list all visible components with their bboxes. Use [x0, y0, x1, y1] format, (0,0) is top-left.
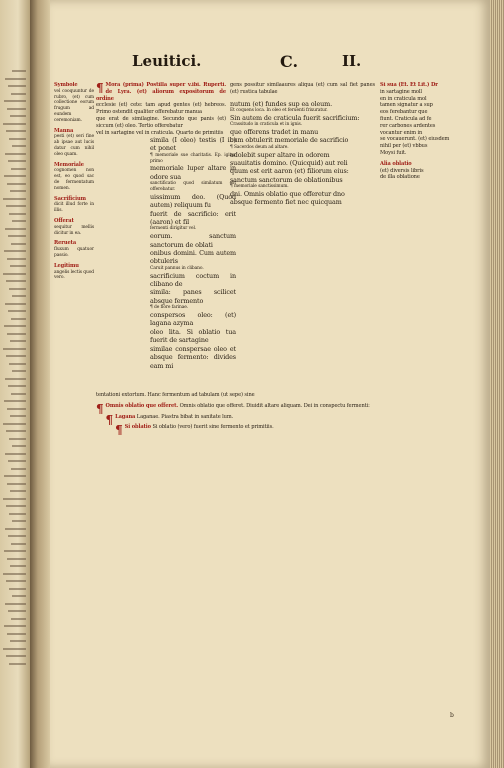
biblical-text-column-right: gens possitur similaaures aliqua (et) cum sal fiet panes (et) rustica tabulae nutum (et) fundes sup ea oleum. Et coquens loca. In oleo et feruenti frixuratur. Sin autem de craticula fuerit sacrificium: Crassitudo in craticula et in ignis. que offerens tradet in manu cum obtulerit memoriale de sacrificio ¶ Sacerdos deum ad altare. adolebit super altare in odorem suauitatis domino. (Quicquid) aut reli quum est erit aaron (et) filiorum eius: sanctum sanctorum de oblationibus ¶ memoriale sanctissimum. dni. Omnis oblatio que offeretur dno absque fermento fiet nec quicquam [230, 82, 375, 207]
previous-page-text-line [12, 220, 26, 222]
gloss-entry: Offerat [54, 217, 74, 224]
previous-page-text-line [9, 363, 26, 365]
previous-page-text-line [6, 580, 26, 582]
commentary-line: en in craticula mol [380, 95, 427, 102]
previous-page-text-line [3, 123, 26, 125]
manuscript-page [50, 0, 490, 768]
previous-page-text-line [12, 595, 26, 597]
previous-page-text-line [5, 378, 26, 380]
previous-page-text-line [7, 108, 26, 110]
previous-page-text-line [7, 408, 26, 410]
previous-page-text-line [10, 565, 26, 567]
previous-page-text-line [4, 250, 26, 252]
commentary-line: rer carbones ardentes [380, 122, 436, 129]
previous-page-text-line [7, 183, 26, 185]
gloss-entry: Memoriale [54, 161, 84, 168]
scripture-line: simila (I oleo) testis (I ib) et ponet [150, 136, 236, 153]
previous-page-text-line [6, 655, 26, 657]
commentary-line: Moysi fuit. [380, 149, 407, 156]
commentary-line: gens possitur similaaures aliqua (et) cum sal fiet panes (et) rustica tabulae [230, 82, 375, 95]
previous-page-text-line [10, 490, 26, 492]
commentary-line: tentationi extortum. Hanc fermentum ad tabulam (ut sepe) sine [96, 392, 255, 398]
previous-page-text-line [11, 93, 26, 95]
scripture-line: nutum (et) fundes sup ea oleum. [230, 99, 333, 108]
scripture-line: conspersos oleo: (et) lagana azyma [150, 311, 236, 328]
commentary-line: (et) diversis libris [380, 167, 424, 174]
scripture-line: adolebit super altare in odorem [230, 150, 330, 159]
previous-page-text-line [4, 550, 26, 552]
previous-page-edge [0, 0, 30, 768]
commentary-line: que erat de similagine. Secundo que panis (et) siccum (et) oleo. Tertio offerebatur [96, 115, 226, 129]
right-commentary-column [380, 82, 472, 382]
scripture-line: absque fermento fiet nec quicquam [230, 198, 342, 207]
previous-page-text-line [12, 145, 26, 147]
gloss-entry: Manna [54, 127, 74, 134]
running-head [50, 52, 490, 72]
running-head-book: Leuitici. [132, 52, 202, 70]
commentary-line: se vocauerunt. (et) eiusdem [380, 136, 450, 143]
page-signature: b [450, 712, 454, 719]
previous-page-text-line [12, 370, 26, 372]
previous-page-text-line [10, 415, 26, 417]
previous-page-text-line [10, 340, 26, 342]
previous-page-text-line [12, 445, 26, 447]
commentary-line: tamen signatur a sup [380, 102, 433, 109]
scripture-line: eorum. sanctum sanctorum de oblati [150, 232, 236, 249]
commentary-line: Si sua (Et. Et Lit.) Dr [380, 82, 438, 88]
previous-page-text-line [11, 318, 26, 320]
previous-page-text-line [12, 70, 26, 72]
previous-page-text-line [8, 460, 26, 462]
previous-page-text-line [9, 213, 26, 215]
commentary-line: nihil per (et) vbbus [380, 143, 428, 150]
previous-page-text-line [5, 303, 26, 305]
previous-page-text-line [3, 273, 26, 275]
previous-page-text-line [4, 100, 26, 102]
previous-page-text-line [8, 160, 26, 162]
scripture-line: suauitatis domino. (Quicquid) aut reli [230, 159, 348, 168]
previous-page-text-line [4, 325, 26, 327]
scripture-line: simila: panes scilicet absque fermento [150, 288, 236, 305]
previous-page-text-line [8, 385, 26, 387]
commentary-line: ¶ Mora (prima) Postilla super v.ibi. Ruperti. de Lyra. (et) aliorum expositorum de ordine [96, 82, 226, 102]
scripture-line: similae conspersae oleo et absque fermento: divides eam mi [150, 344, 236, 370]
previous-page-text-line [12, 295, 26, 297]
running-head-chapter-number: II. [342, 52, 362, 70]
previous-page-text-line [12, 520, 26, 522]
previous-page-text-line [6, 280, 26, 282]
running-head-chapter-letter: C. [280, 52, 299, 71]
commentary-line: in sartagine moll [380, 88, 422, 95]
scripture-line: que offerens tradet in manu [230, 128, 319, 136]
scripture-line: fuerit de sacrificio: erit (aaron) et fil [150, 209, 236, 227]
previous-page-text-line [6, 130, 26, 132]
previous-page-text-line [3, 573, 26, 575]
commentary-line: ¶ Omnis oblatio que offeret. Omnis oblatio que offeret. Diuidit altare aliquam. Dei in conspectu fermenti: [96, 401, 370, 416]
previous-page-text-line [11, 168, 26, 170]
scripture-line: Sin autem de craticula fuerit sacrificium: [230, 113, 360, 122]
previous-page-text-line [5, 453, 26, 455]
previous-page-text-line [8, 85, 26, 87]
previous-page-text-line [3, 648, 26, 650]
page-edges [490, 0, 504, 768]
scripture-line: memoriale luper altare in odore sua [150, 164, 236, 181]
previous-page-text-line [3, 498, 26, 500]
previous-page-text-line [9, 288, 26, 290]
scripture-line: onibus domini. Cum autem obtuleris [150, 249, 236, 266]
scripture-line: cum obtulerit memoriale de sacrificio [230, 136, 349, 145]
gloss-entry: Legitimu [54, 262, 79, 269]
biblical-text-column-left: simila (I oleo) testis (I ib) et ponet ¶ memoriale sue charitatis. Ep. igitur primo memoriale luper altare in odore sua sanctificatio quod similatum est offerebatur. uissimum deo. (Quod autem) reliquum fu fuerit de sacrificio: erit (aaron) et fil fermenti dirigitur vel. eorum. sanctum sanctorum de oblati onibus domini. Cum autem obtuleris Caruit pannus in clibano. sacrificium coctum in clibano de simila: panes scilicet absque fermento ¶ de flore farinae. conspersos oleo: (et) lagana azyma oleo lita. Si oblatio tua fuerit de sartagine similae conspersae oleo et absque fermento: divides eam mi [150, 136, 236, 370]
previous-page-text-line [10, 265, 26, 267]
previous-page-text-line [7, 333, 26, 335]
previous-page-text-line [9, 513, 26, 515]
previous-page-text-line [9, 588, 26, 590]
previous-page-text-line [6, 205, 26, 207]
gloss-entry: Sacrificium [54, 195, 86, 202]
scripture-line: sacrificium coctum in clibano de [150, 271, 236, 289]
previous-page-text-line [8, 235, 26, 237]
gloss-entry: Rerueta [54, 240, 77, 247]
scripture-line: uissimum deo. (Quod autem) reliquum fu [150, 192, 236, 210]
previous-page-text-line [8, 310, 26, 312]
commentary-line: eos ferebantur que [380, 109, 428, 116]
previous-page-text-line [3, 423, 26, 425]
previous-page-text-line [8, 610, 26, 612]
bottom-commentary-block [96, 392, 472, 700]
previous-page-text-line [10, 115, 26, 117]
commentary-line: vocantur enim in [380, 129, 423, 136]
previous-page-text-line [9, 663, 26, 665]
previous-page-text-line [9, 438, 26, 440]
previous-page-text-line [5, 228, 26, 230]
previous-page-text-line [7, 633, 26, 635]
previous-page-text-line [11, 243, 26, 245]
scripture-line: dni. Omnis oblatio que offeretur dno [230, 190, 345, 199]
previous-page-text-line [10, 190, 26, 192]
previous-page-text-line [7, 258, 26, 260]
previous-page-text-line [11, 543, 26, 545]
previous-page-text-line [11, 618, 26, 620]
previous-page-text-line [6, 430, 26, 432]
previous-page-text-line [9, 138, 26, 140]
commentary-line: ¶ Lagana Laganae. Piastra bibat in sanitate lum. [105, 412, 234, 427]
previous-page-text-line [11, 468, 26, 470]
gloss-entry: Symbole [54, 82, 78, 88]
previous-page-text-line [3, 198, 26, 200]
previous-page-text-line [10, 640, 26, 642]
commentary-line: fiunt. Craticula ad fe [380, 115, 432, 122]
previous-page-text-line [5, 603, 26, 605]
scripture-line: oleo lita. Si oblatio tua fuerit de sartagine [150, 327, 236, 345]
previous-page-text-line [5, 78, 26, 80]
scripture-line: quum est erit aaron (et) filiorum eius: [230, 167, 349, 176]
previous-page-text-line [6, 505, 26, 507]
previous-page-text-line [4, 625, 26, 627]
previous-page-text-line [11, 393, 26, 395]
scripture-line: sanctum sanctorum de oblationibus [230, 175, 343, 184]
previous-page-text-line [7, 483, 26, 485]
previous-page-text-line [3, 348, 26, 350]
book-gutter [30, 0, 50, 768]
commentary-line: ¶ Si oblatio Si oblatio (vero) fuerit sine fermento et primitiis. [115, 423, 274, 438]
previous-page-text-line [4, 175, 26, 177]
previous-page-text-line [5, 153, 26, 155]
commentary-line: vel in sartagine vel in craticula. Quarto de primitiis [96, 129, 224, 136]
commentary-line: Alia oblatio [380, 160, 412, 167]
previous-page-text-line [4, 475, 26, 477]
previous-page-text-line [5, 528, 26, 530]
previous-page-text-line [6, 355, 26, 357]
commentary-line: de illa oblatione [380, 174, 420, 181]
previous-page-text-line [7, 558, 26, 560]
previous-page-text-line [8, 535, 26, 537]
left-gloss-column: Symbole vel cooquuntur de rubro, (et) cum collectione eorum frugum ad eundem ceremoniam. Manna pesti (et) seri fine ab ipsae aut lucis datur cum nihil oleo quam. Memoriale cognomen non est, eo quod sac de fermentatum nomen. Sacrificium dicit illud forte in illis. Offerat sequitur mellis dicitur in ea. Rerueta fluxum quatuor passio. Legitimu angelis lectis quod vero. [54, 82, 94, 281]
commentary-line: ecclesie (et) cete: tam apud gentes (et) hebreos. Primo ostendit qualiter offerebatur manua [96, 102, 226, 116]
previous-page-text-line [4, 400, 26, 402]
